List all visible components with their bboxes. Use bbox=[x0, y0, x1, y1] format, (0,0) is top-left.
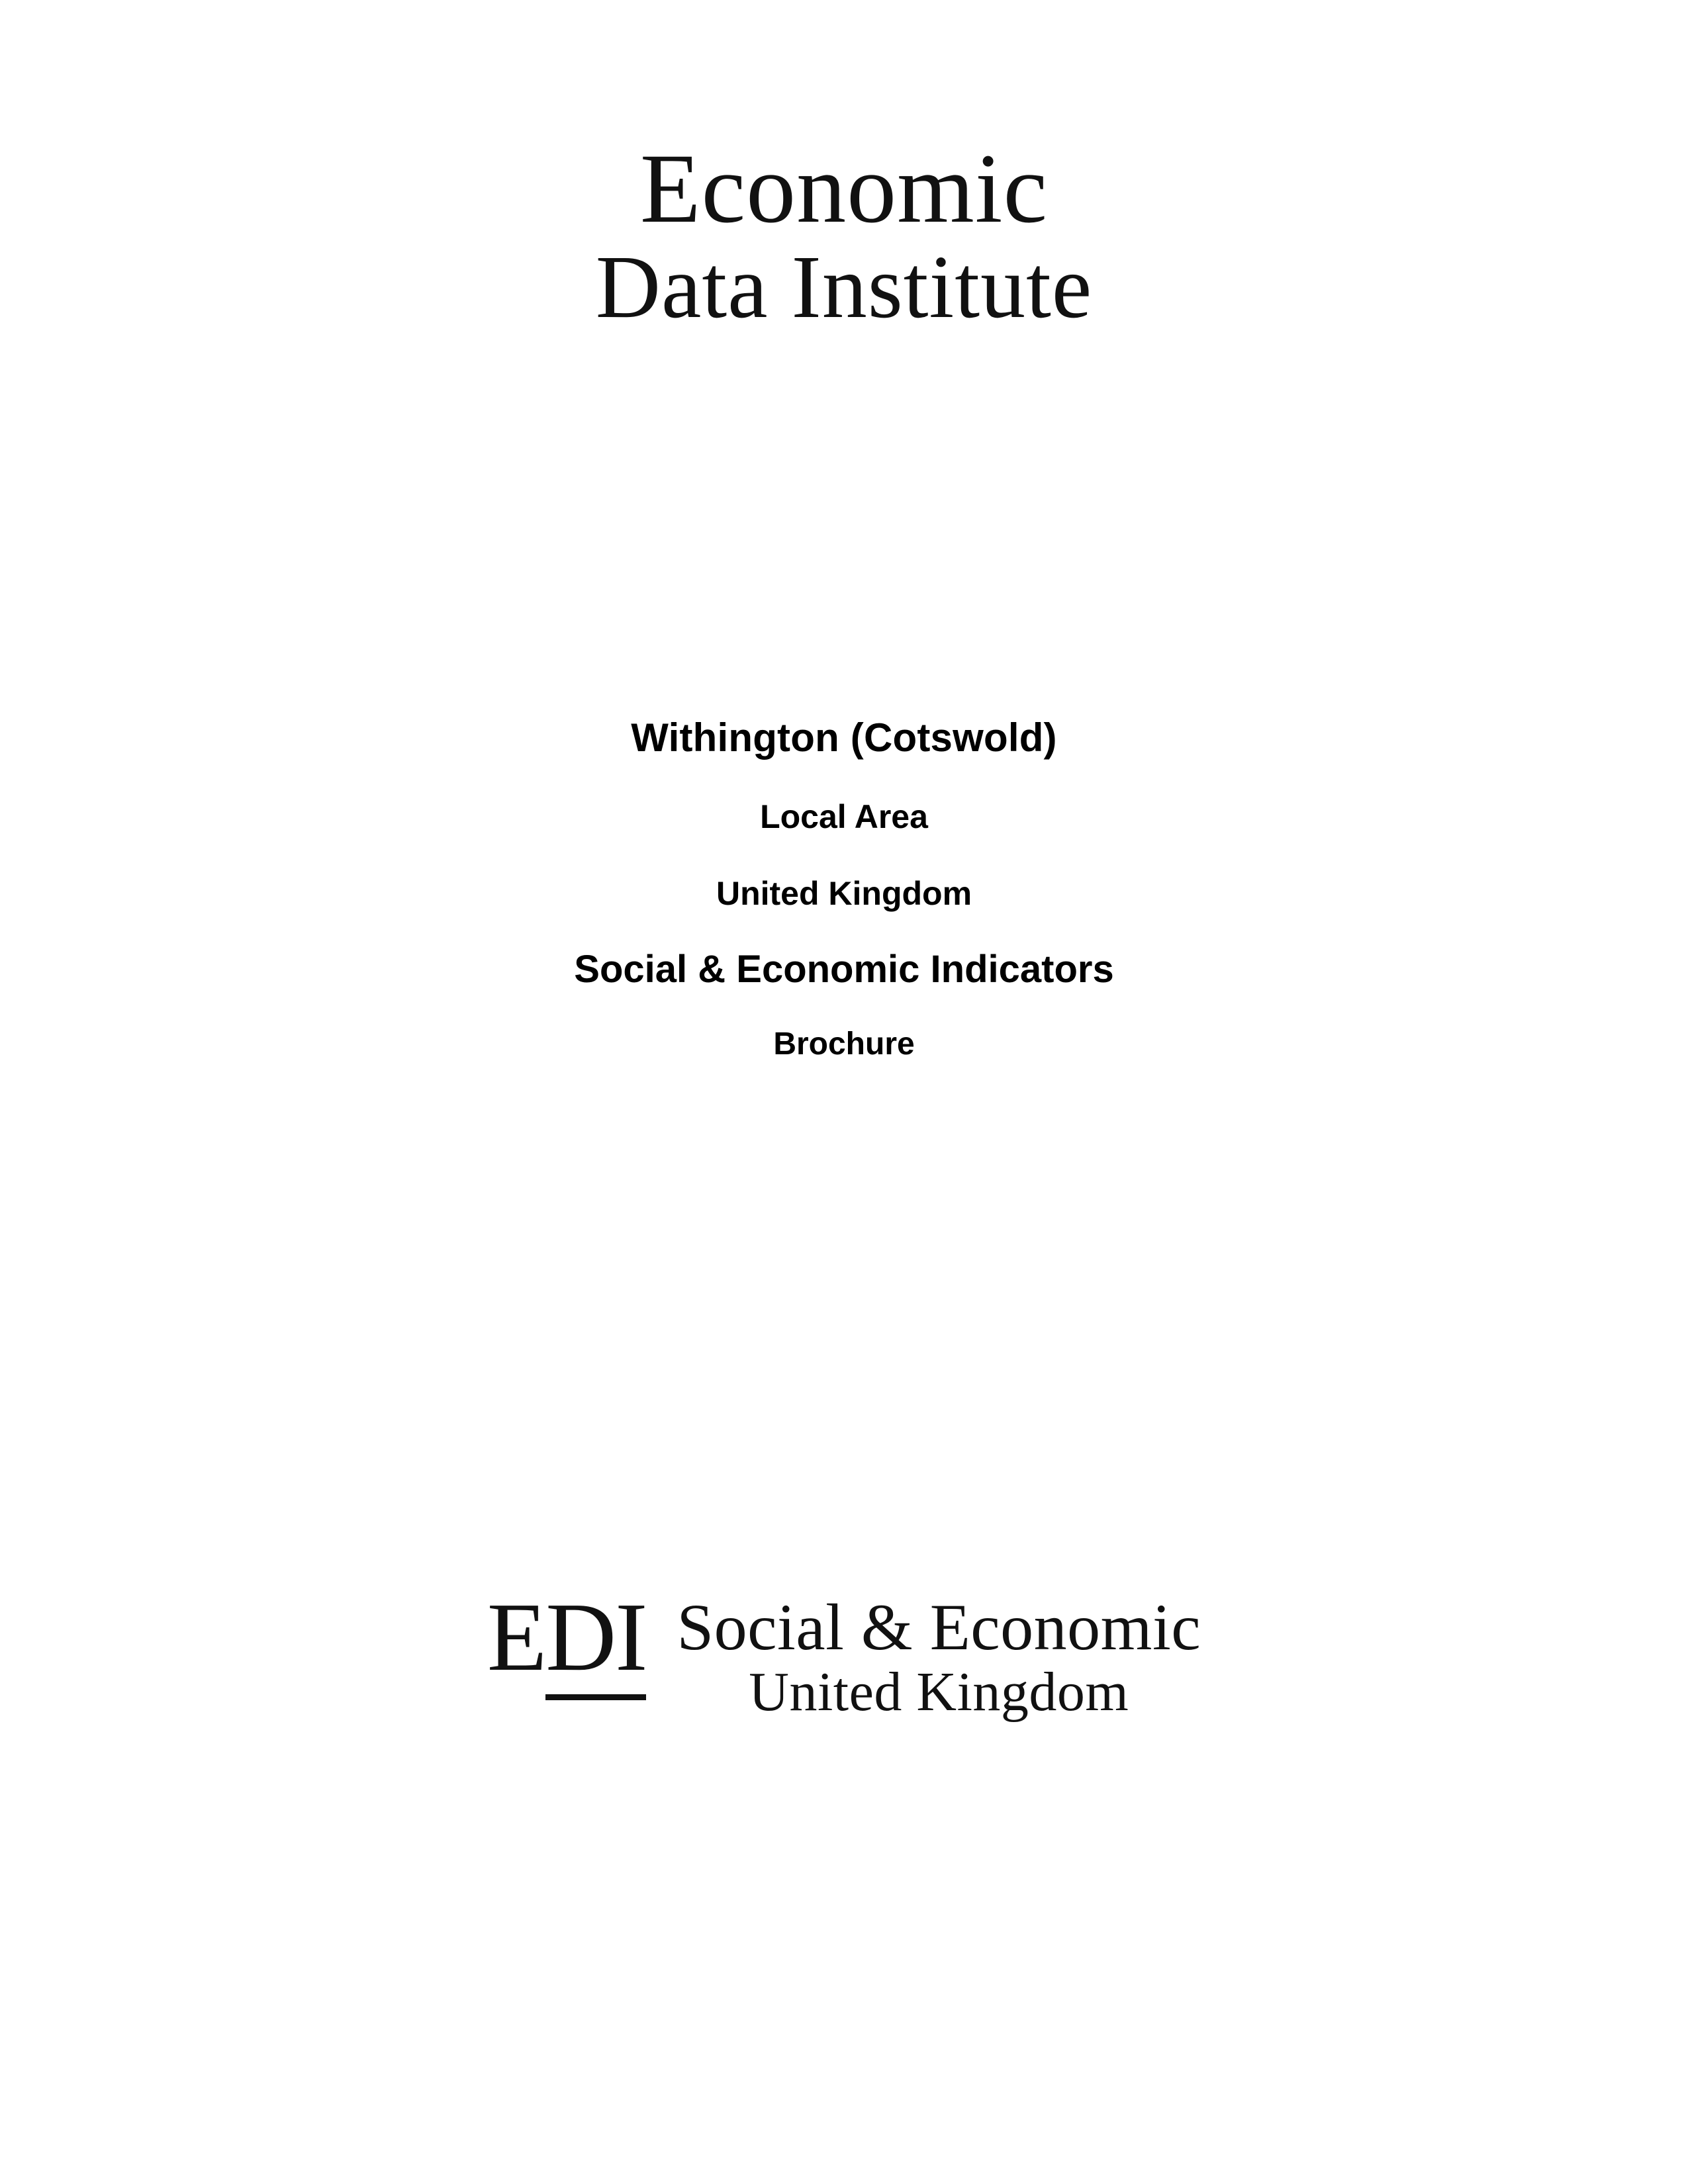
publisher-logo bbox=[0, 134, 1688, 337]
cover-title-block bbox=[0, 715, 1688, 1062]
document-type-label: Brochure bbox=[773, 1026, 915, 1062]
edi-footer-logo bbox=[0, 1583, 1688, 1723]
series-title: Social & Economic Indicators bbox=[574, 948, 1114, 991]
area-type-label: Local Area bbox=[760, 798, 928, 835]
publisher-logo-line2: Data Institute bbox=[595, 238, 1093, 337]
publisher-logo-line1: Economic bbox=[639, 134, 1049, 244]
edi-acronym-e: E bbox=[487, 1583, 546, 1692]
edi-footer-line2: United Kingdom bbox=[749, 1661, 1129, 1723]
edi-acronym bbox=[487, 1583, 647, 1696]
page-title: Withington (Cotswold) bbox=[631, 715, 1057, 760]
edi-footer-text bbox=[677, 1588, 1201, 1721]
edi-footer-line1: Social & Economic bbox=[677, 1590, 1201, 1664]
edi-acronym-di: DI bbox=[545, 1583, 646, 1700]
country-label: United Kingdom bbox=[716, 875, 972, 912]
